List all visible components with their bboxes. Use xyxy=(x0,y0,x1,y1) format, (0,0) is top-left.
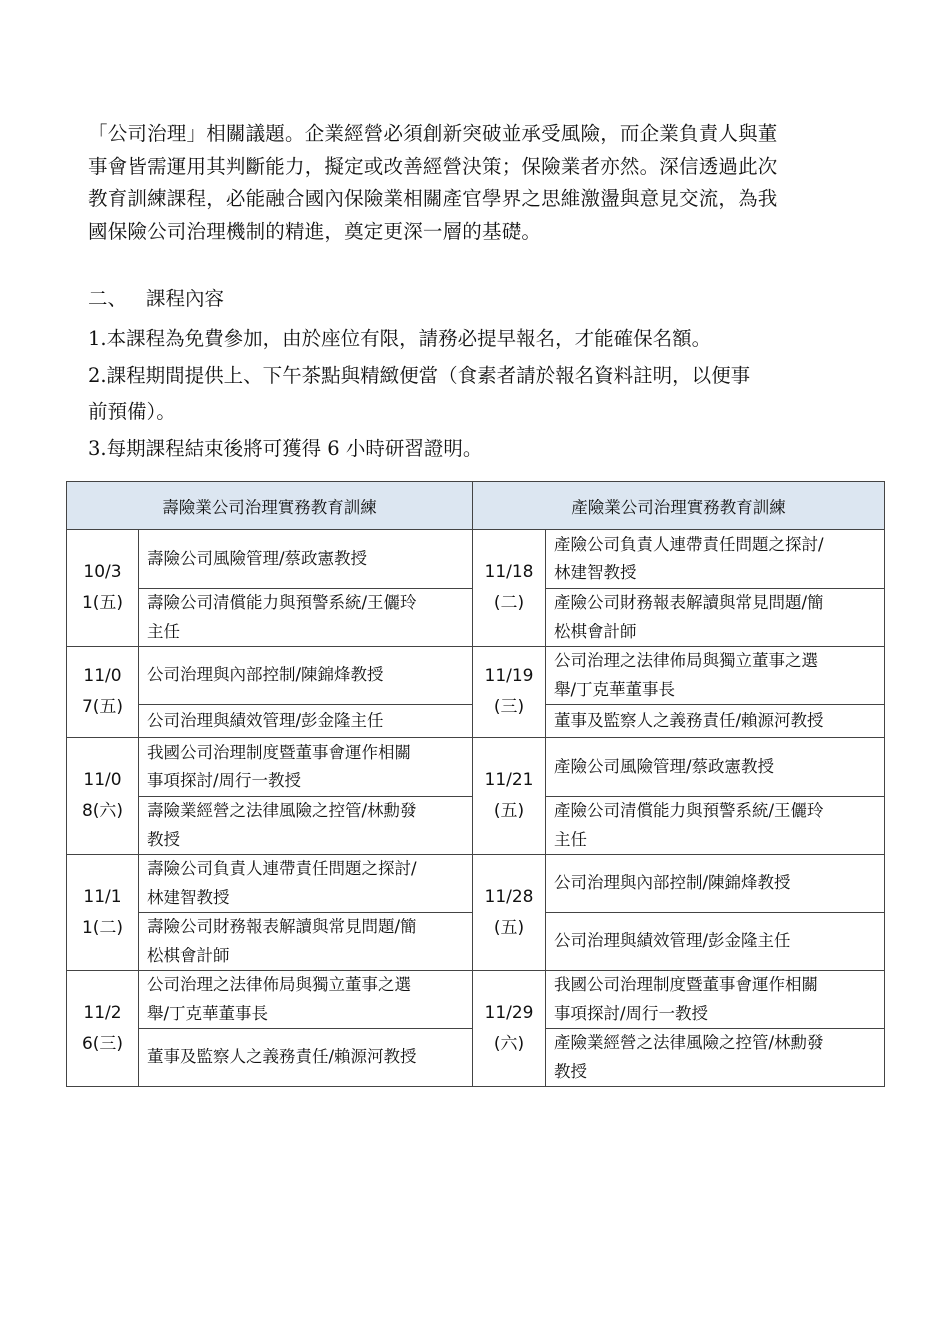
table-header-row xyxy=(67,482,885,530)
right-topic-cell xyxy=(546,705,885,738)
section-number: 二、 xyxy=(88,287,128,310)
section-heading xyxy=(88,283,224,315)
schedule-body xyxy=(67,530,885,1087)
course-info-list xyxy=(88,321,888,467)
topic-line: 林建智教授 xyxy=(554,563,637,582)
right-date-line: 11/21 xyxy=(484,770,534,790)
topic-line: 壽險公司負責人連帶責任問題之探討/ xyxy=(147,859,417,878)
topic-line: 主任 xyxy=(554,829,587,849)
schedule-table xyxy=(66,481,885,1087)
right-date-line: (五) xyxy=(493,801,525,821)
left-date-line: 6(三) xyxy=(81,1033,124,1054)
topic-line: 主任 xyxy=(147,621,180,641)
topic-line: 公司治理與績效管理/彭金隆主任 xyxy=(147,710,384,730)
left-date-cell xyxy=(67,855,139,971)
section-title: 課程內容 xyxy=(146,287,225,310)
topic-line: 我國公司治理制度暨董事會運作相關 xyxy=(147,742,411,762)
topic-line: 教授 xyxy=(147,829,180,849)
life-insurance-header: 壽險業公司治理實務教育訓練 xyxy=(67,482,473,530)
right-topic-cell xyxy=(546,589,885,647)
left-date-line: 11/0 xyxy=(83,666,122,686)
right-topic-cell xyxy=(546,647,885,705)
topic-line: 公司治理之法律佈局與獨立董事之選 xyxy=(554,651,818,670)
left-topic-cell xyxy=(139,738,473,797)
right-date-line: 11/19 xyxy=(484,666,534,686)
topic-line: 董事及監察人之義務責任/賴源河教授 xyxy=(554,710,824,730)
right-date-cell xyxy=(473,647,546,738)
right-date-line: 11/29 xyxy=(484,1002,534,1023)
right-date-line: (三) xyxy=(493,697,525,717)
table-row xyxy=(67,855,885,913)
topic-line: 董事及監察人之義務責任/賴源河教授 xyxy=(147,1047,417,1067)
left-date-cell xyxy=(67,971,139,1087)
left-topic-cell xyxy=(139,647,473,705)
left-topic-cell xyxy=(139,705,473,738)
right-date-cell xyxy=(473,855,546,971)
topic-line: 公司治理與績效管理/彭金隆主任 xyxy=(554,931,791,951)
left-topic-cell xyxy=(139,855,473,913)
topic-line: 公司治理與內部控制/陳錦烽教授 xyxy=(554,873,791,893)
topic-line: 壽險公司風險管理/蔡政憲教授 xyxy=(147,548,368,568)
left-date-line: 11/2 xyxy=(83,1002,122,1023)
topic-line: 舉/丁克華董事長 xyxy=(147,1003,269,1023)
table-row xyxy=(67,647,885,705)
left-topic-cell xyxy=(139,1029,473,1087)
topic-line: 壽險公司財務報表解讀與常見問題/簡 xyxy=(147,917,417,936)
intro-line: 事會皆需運用其判斷能力，擬定或改善經營決策；保險業者亦然。深信透過此次 xyxy=(88,154,778,178)
table-row xyxy=(67,738,885,797)
right-date-cell xyxy=(473,738,546,855)
topic-line: 舉/丁克華董事長 xyxy=(554,679,676,699)
intro-line: 教育訓練課程，必能融合國內保險業相關產官學界之思維激盪與意見交流，為我 xyxy=(88,187,778,210)
topic-line: 事項探討/周行一教授 xyxy=(554,1003,709,1023)
right-date-line: (六) xyxy=(493,1033,525,1054)
left-date-line: 7(五) xyxy=(81,697,124,717)
left-date-cell xyxy=(67,530,139,647)
right-date-line: 11/18 xyxy=(484,562,534,582)
left-date-cell xyxy=(67,738,139,855)
topic-line: 林建智教授 xyxy=(147,887,230,907)
topic-line: 產險公司清償能力與預警系統/王儷玲 xyxy=(554,801,824,820)
right-date-cell xyxy=(473,971,546,1087)
left-date-line: 11/0 xyxy=(83,770,122,790)
right-topic-cell xyxy=(546,797,885,855)
left-topic-cell xyxy=(139,530,473,589)
topic-line: 松棋會計師 xyxy=(554,621,637,641)
topic-line: 產險公司財務報表解讀與常見問題/簡 xyxy=(554,593,824,612)
intro-paragraph xyxy=(88,118,878,248)
right-topic-cell xyxy=(546,913,885,971)
topic-line: 產險業經營之法律風險之控管/林勳發 xyxy=(554,1033,824,1052)
intro-line: 「公司治理」相關議題。企業經營必須創新突破並承受風險，而企業負責人與董 xyxy=(88,122,778,145)
table-row xyxy=(67,971,885,1029)
right-topic-cell xyxy=(546,971,885,1029)
left-date-line: 1(五) xyxy=(81,593,124,613)
topic-line: 教授 xyxy=(554,1061,587,1081)
topic-line: 事項探討/周行一教授 xyxy=(147,771,302,790)
topic-line: 壽險公司清償能力與預警系統/王儷玲 xyxy=(147,593,417,612)
right-topic-cell xyxy=(546,855,885,913)
course-info-item: 3.每期課程結束後將可獲得 6 小時研習證明。 xyxy=(88,436,483,460)
right-date-line: 11/28 xyxy=(484,886,534,907)
left-date-line: 8(六) xyxy=(81,801,124,821)
topic-line: 產險公司負責人連帶責任問題之探討/ xyxy=(554,534,824,554)
left-topic-cell xyxy=(139,589,473,647)
table-row xyxy=(67,530,885,589)
left-date-line: 1(二) xyxy=(81,917,124,938)
left-topic-cell xyxy=(139,971,473,1029)
right-topic-cell xyxy=(546,738,885,797)
right-topic-cell xyxy=(546,530,885,589)
left-topic-cell xyxy=(139,913,473,971)
intro-line: 國保險公司治理機制的精進，奠定更深一層的基礎。 xyxy=(88,219,542,243)
right-date-cell xyxy=(473,530,546,647)
course-info-item: 2.課程期間提供上、下午茶點與精緻便當（食素者請於報名資料註明，以便事 xyxy=(88,363,751,387)
topic-line: 公司治理與內部控制/陳錦烽教授 xyxy=(147,665,384,685)
topic-line: 公司治理之法律佈局與獨立董事之選 xyxy=(147,975,411,994)
topic-line: 產險公司風險管理/蔡政憲教授 xyxy=(554,756,775,776)
property-insurance-header: 產險業公司治理實務教育訓練 xyxy=(473,482,885,530)
topic-line: 我國公司治理制度暨董事會運作相關 xyxy=(554,975,818,994)
left-date-cell xyxy=(67,647,139,738)
topic-line: 壽險業經營之法律風險之控管/林勳發 xyxy=(147,801,417,820)
topic-line: 松棋會計師 xyxy=(147,945,230,965)
right-date-line: (二) xyxy=(493,593,525,613)
left-date-line: 10/3 xyxy=(83,562,122,582)
right-topic-cell xyxy=(546,1029,885,1087)
course-info-item: 前預備）。 xyxy=(88,400,176,423)
left-topic-cell xyxy=(139,797,473,855)
left-date-line: 11/1 xyxy=(83,886,122,907)
course-info-item: 1.本課程為免費參加，由於座位有限，請務必提早報名，才能確保名額。 xyxy=(88,327,712,350)
right-date-line: (五) xyxy=(493,917,525,938)
